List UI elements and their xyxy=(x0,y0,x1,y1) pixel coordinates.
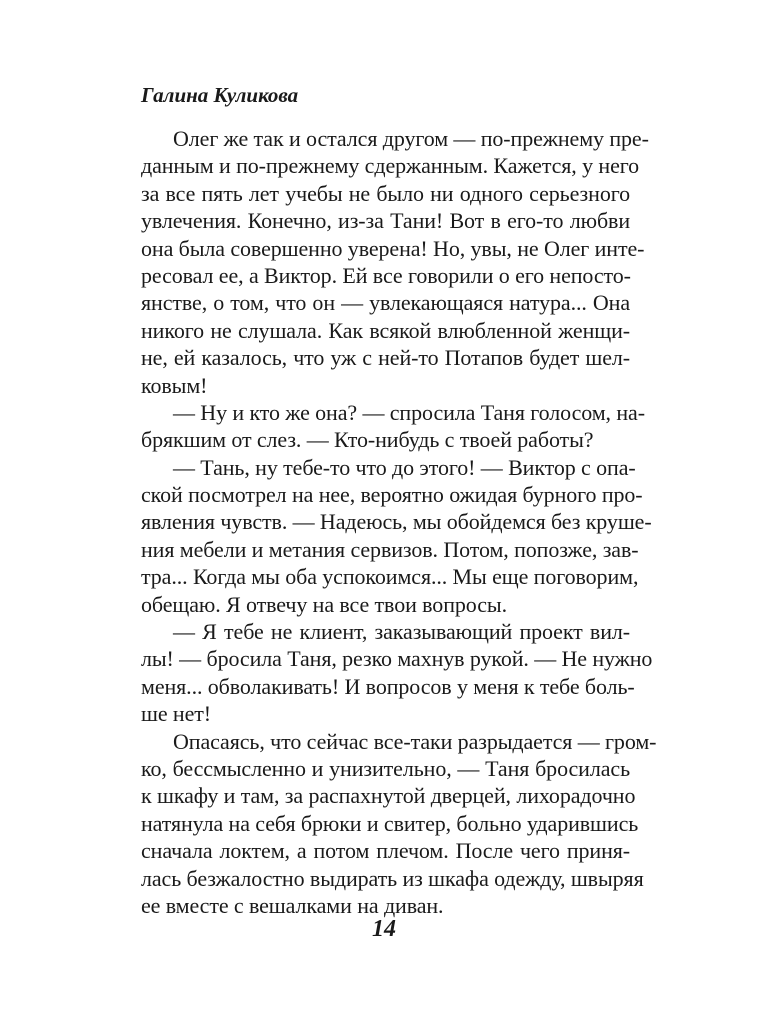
text-line: явления чувств. — Надеюсь, мы обойдемся без круше- xyxy=(141,509,652,535)
text-line: ше нет! xyxy=(141,701,211,727)
text-line: она была совершенно уверена! Но, увы, не Олег инте- xyxy=(141,235,645,261)
text-line: — Тань, ну тебе-то что до этого! — Виктор с опа- xyxy=(173,454,636,480)
text-line: ее вместе с вешалками на диван. xyxy=(141,892,444,918)
running-head-author: Галина Куликова xyxy=(141,83,299,107)
text-line: данным и по-прежнему сдержанным. Кажется, у него xyxy=(141,153,640,179)
text-line: обещаю. Я отвечу на все твои вопросы. xyxy=(141,591,507,617)
text-line: ресовал ее, а Виктор. Ей все говорили о его непосто- xyxy=(141,262,631,288)
text-line: за все пять лет учебы не было ни одного серьезного xyxy=(141,180,630,206)
text-line: сначала локтем, а потом плечом. После чего приня- xyxy=(141,838,630,864)
text-line: ния мебели и метания сервизов. Потом, попозже, зав- xyxy=(141,536,639,562)
page-number: 14 xyxy=(372,916,396,942)
body-text xyxy=(141,125,657,919)
text-line: натянула на себя брюки и свитер, больно ударившись xyxy=(141,810,639,836)
text-line: ковым! xyxy=(141,372,208,398)
text-line: не, ей казалось, что уж с ней-то Потапов будет шел- xyxy=(141,345,630,371)
text-line: ко, бессмысленно и унизительно, — Таня бросилась xyxy=(141,755,630,781)
text-line: лы! — бросила Таня, резко махнув рукой. — Не нужно xyxy=(141,646,653,672)
text-line: Олег же так и остался другом — по-прежнему пре- xyxy=(173,126,649,151)
text-line: ской посмотрел на нее, вероятно ожидая бурного про- xyxy=(141,482,643,508)
text-line: лась безжалостно выдирать из шкафа одежду, швыряя xyxy=(141,865,644,891)
text-line: брякшим от слез. — Кто-нибудь с твоей работы? xyxy=(141,427,594,453)
text-line: увлечения. Конечно, из-за Тани! Вот в его-то любви xyxy=(141,208,630,234)
text-line: к шкафу и там, за распахнутой дверцей, лихорадочно xyxy=(141,783,636,809)
text-line: янстве, о том, что он — увлекающаяся натура... Она xyxy=(141,290,630,316)
text-line: Опасаясь, что сейчас все-таки разрыдается — гром- xyxy=(173,728,657,754)
text-line: никого не слушала. Как всякой влюбленной женщи- xyxy=(141,317,630,343)
text-line: тра... Когда мы оба успокоимся... Мы еще поговорим, xyxy=(141,564,639,590)
text-line: — Ну и кто же она? — спросила Таня голосом, на- xyxy=(173,399,645,425)
text-line: — Я тебе не клиент, заказывающий проект вил- xyxy=(173,619,630,645)
text-line: меня... обволакивать! И вопросов у меня к тебе боль- xyxy=(141,673,635,699)
